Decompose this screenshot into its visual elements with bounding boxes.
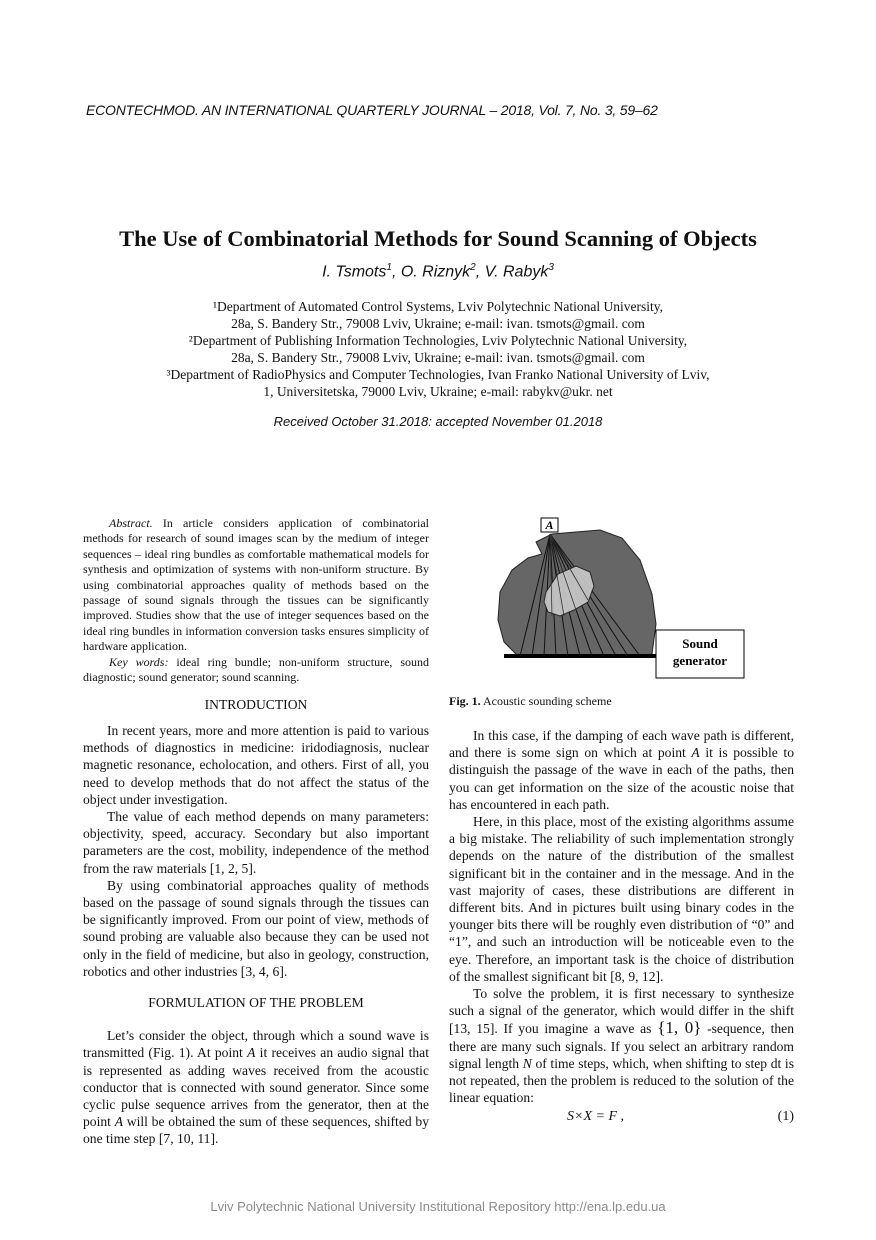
affiliation-line: 28a, S. Bandery Str., 79008 Lviv, Ukraine; e-mail: ivan. tsmots@gmail. com: [231, 350, 645, 365]
section-heading-introduction: INTRODUCTION: [204, 697, 308, 712]
author-1-sup: 1: [386, 262, 392, 273]
affiliation-line: ³Department of RadioPhysics and Computer Technologies, Ivan Franko National University of Lviv,: [166, 367, 710, 382]
point-a-label: A: [545, 518, 554, 532]
abstract-body: In article considers application of combinatorial methods for research of sound images scan by the medium of integer sequences – ideal ring bundles as comfortable mathematical models for synthesis and optimization of systems with non-uniform structure. By using combinatorial approaches quality of methods based on the passage of sound signals through the tissues can be significantly improved. Studies show that the use of integer sequences based on the ideal ring bundles in information conversion tasks ensures simplicity of hardware application.: [83, 516, 429, 654]
abstract: [83, 516, 429, 685]
keywords: [83, 655, 429, 686]
set-notation: {1, 0}: [657, 1018, 702, 1038]
author-2-sup: 2: [470, 262, 476, 273]
equation-number: (1): [777, 1109, 794, 1125]
affiliation-line: 28a, S. Bandery Str., 79008 Lviv, Ukraine; e-mail: ivan. tsmots@gmail. com: [231, 316, 645, 331]
author-1: I. Tsmots: [322, 263, 387, 281]
paragraph: Here, in this place, most of the existing algorithms assume a big mistake. The reliability of such implementation strongly depends on the nature of the distribution of the smallest significant bit in the container and in the message. And in the vast majority of cases, these distributions are different in different bits. And in pictures built using binary codes in the younger bits there will be roughly even distribution of “0” and “1”, and such an introduction will be noticeable even to the eye. Therefore, an important task is the choice of distribution of the smallest significant bit [8, 9, 12].: [449, 814, 794, 984]
affiliations: [0, 298, 876, 400]
received-date: Received October 31.2018: accepted November 01.2018: [273, 414, 603, 429]
text-run: it receives an audio signal that is represented as adding waves received from the acoustic conductor that is connected with sound generator. Since some cyclic pulse sequence arrives from the generator, then at the point: [83, 1045, 429, 1130]
acoustic-sounding-figure: [490, 512, 750, 684]
paper-title: The Use of Combinatorial Methods for Sound Scanning of Objects: [119, 226, 757, 251]
paragraph: [449, 727, 794, 813]
author-3: V. Rabyk: [484, 263, 549, 281]
left-column: [83, 722, 429, 1148]
text-run: To solve the problem, it is first necessary to synthesize such a signal of the generator, which would differ in the shift [13, 15]. If you imagine a wave as: [449, 986, 794, 1037]
journal-header: ECONTECHMOD. AN INTERNATIONAL QUARTERLY JOURNAL – 2018, Vol. 7, No. 3, 59–62: [86, 102, 658, 118]
affiliation-line: ²Department of Publishing Information Technologies, Lviv Polytechnic National University,: [188, 333, 688, 348]
affiliation-line: 1, Universitetska, 79000 Lviv, Ukraine; e-mail: rabykv@ukr. net: [263, 384, 613, 399]
section-heading-formulation: FORMULATION OF THE PROBLEM: [148, 995, 364, 1011]
text-run: In this case, if the damping of each wave path is different, and there is some sign on which at point: [449, 728, 794, 761]
affiliation-line: ¹Department of Automated Control Systems, Lviv Polytechnic National University,: [212, 299, 664, 314]
paragraph: By using combinatorial approaches quality of methods based on the passage of sound signals through the tissues can be significantly improved. From our point of view, methods of sound probing are valuable also because they can be used not only in the field of medicine, but also in geology, construction, robotics and other industries [3, 4, 6].: [83, 877, 429, 979]
author-2: O. Riznyk: [400, 263, 471, 281]
text-run: Let’s consider the object, through which a sound wave is transmitted (Fig. 1). At point: [83, 1028, 429, 1061]
figure-caption-label: Fig. 1.: [449, 694, 481, 708]
variable-a: A: [691, 745, 700, 761]
keywords-body: ideal ring bundle; non-uniform structure, sound diagnostic; sound generator; sound scanning.: [83, 654, 429, 685]
paragraph: [449, 985, 794, 1106]
author-3-sup: 3: [548, 262, 554, 273]
variable-a: A: [114, 1114, 124, 1130]
paragraph: The value of each method depends on many parameters: objectivity, speed, accuracy. Secondary but also important parameters are the cost, mobility, independence of the method from the raw materials [1, 2, 5].: [83, 809, 429, 876]
equation-body: S×X = F ,: [567, 1109, 624, 1125]
paragraph: [83, 1027, 429, 1147]
repository-footer: Lviv Polytechnic National University Institutional Repository http://ena.lp.edu.ua: [210, 1199, 666, 1214]
text-run: -sequence, then there are many such signals. If you select an arbitrary random signal length: [449, 1021, 794, 1071]
figure-drawing: [490, 512, 750, 684]
text-run: of time steps, which, when shifting to step dt is not repeated, then the problem is reduced to the solution of the linear equation:: [449, 1055, 794, 1106]
abstract-text: [83, 516, 429, 655]
abstract-label: Abstract.: [109, 516, 153, 530]
text-run: it is possible to distinguish the passage of the wave in each of the paths, then you can get information on the size of the acoustic noise that has encountered in each path.: [449, 745, 794, 812]
paragraph: In recent years, more and more attention is paid to various methods of diagnostics in medicine: iridodiagnosis, nuclear magnetic resonance, echolocation, and others. First of all, you need to develop methods that do not affect the status of the object under investigation.: [83, 723, 429, 807]
keywords-label: Key words:: [109, 654, 169, 669]
variable-a: A: [247, 1045, 256, 1061]
figure-caption-text: Acoustic sounding scheme: [480, 694, 612, 708]
generator-label-line1: Sound: [682, 636, 718, 651]
equation-1: [449, 1106, 794, 1128]
generator-label-line2: generator: [672, 653, 728, 668]
figure-caption: [449, 694, 612, 709]
right-column: [449, 727, 794, 1128]
author-list: I. Tsmots$^1$, O. Riznyk$^2$, V. Rabyk$^3$: [322, 262, 554, 281]
variable-n: N: [522, 1055, 532, 1071]
text-run: will be obtained the sum of these sequences, shifted by one time step [7, 10, 11].: [83, 1114, 429, 1147]
